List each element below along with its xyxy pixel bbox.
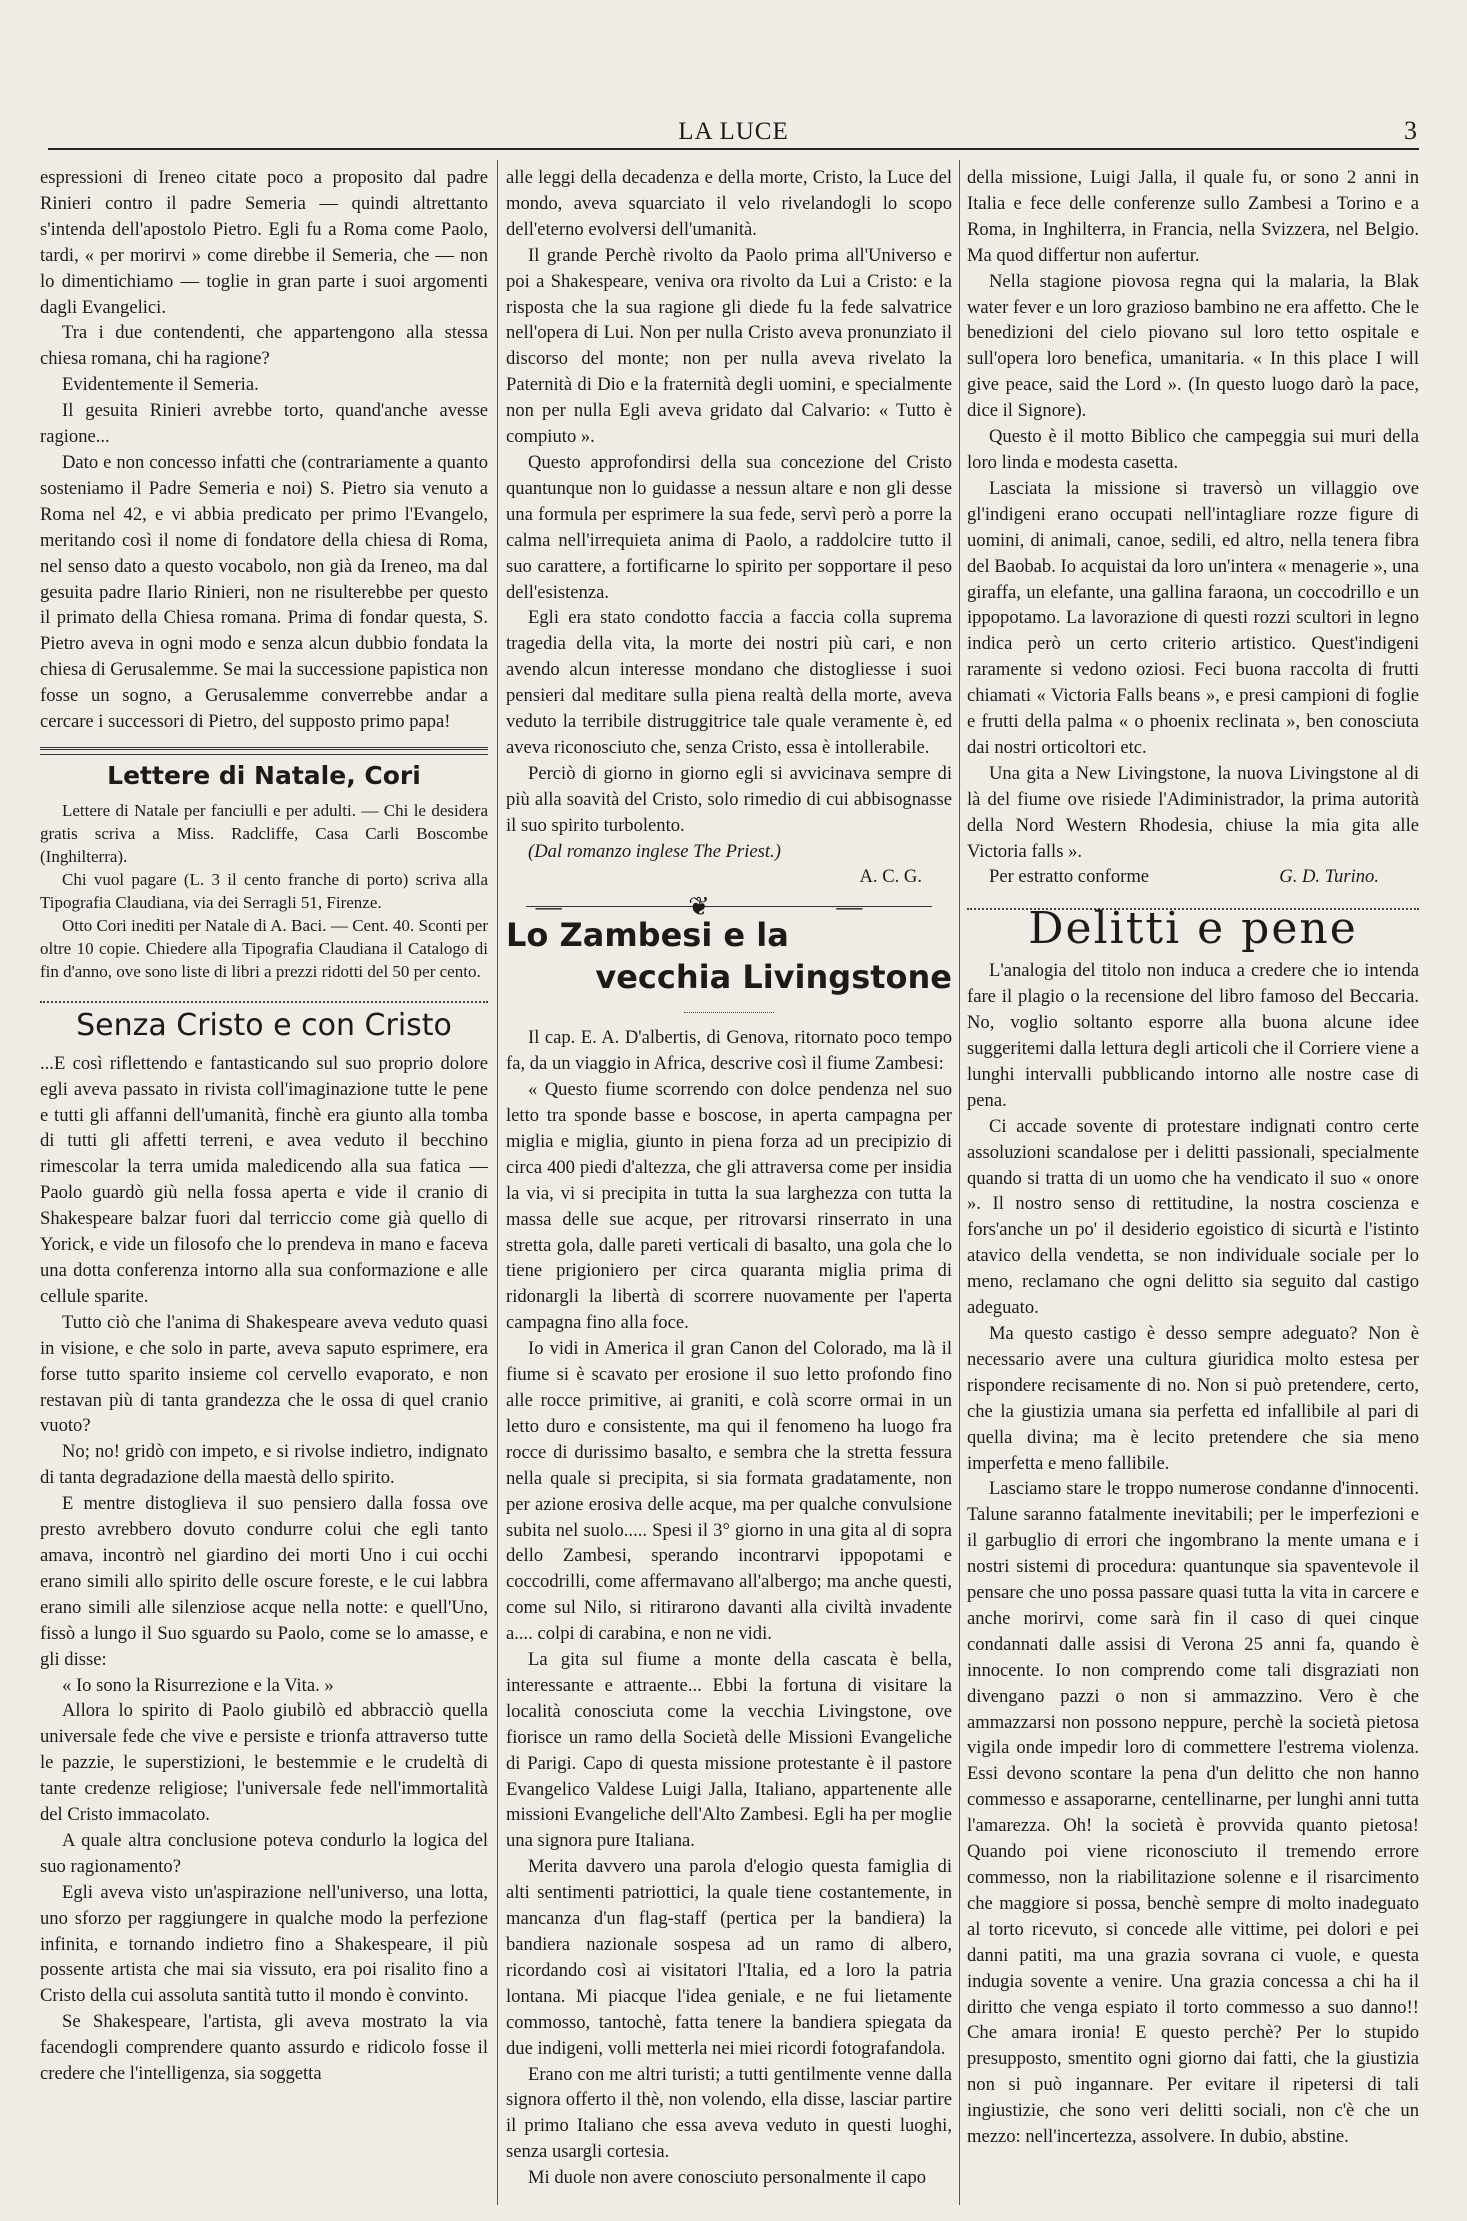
- paragraph: Io vidi in America il gran Canon del Colorado, ma là il fiume si è scavato per erosione il suo letto profondo fino alle rocce primitive, ai graniti, e colà scorre ormai in un letto duro e consistente, ma qui il fenomeno ha luogo fra rocce di durissimo basalto, e sembra che la stretta fessura nella quale si precipita, si sia formata gradatamente, non per azione erosiva delle acque, ma per qualche convulsione subita nel suolo..... Spesi il 3° giorno in una gita al di sopra dello Zambesi, sperando incontrarvi ippopotami e coccodrilli, come affermavano all'albergo; ma anche questi, come sul Nilo, si ritirarono davanti alla civiltà invadente a.... colpi di carabina, e non ne vidi.: [506, 1338, 952, 1645]
- paragraph: Mi duole non avere conosciuto personalmente il capo: [528, 2167, 927, 2189]
- paragraph: « Io sono la Risurrezione e la Vita. »: [62, 1674, 334, 1696]
- paragraph: Dato e non concesso infatti che (contrariamente a quanto sosteniamo il Padre Semeria e noi) S. Pietro sia venuto a Roma nel 42, e vi abbia predicato per primo l'Evangelo, meritando così il nome di fondatore della chiesa di Roma, nel senso dato a questo vocabolo, non già da Ireneo, ma dal gesuita padre Ilario Rinieri, non ne risulterebbe per questo il primato della Chiesa romana. Prima di fondar questa, S. Pietro aveva in ogni modo e senza alcun dubbio fondata la chiesa di Gerusalemme. Se mai la successione papistica non fosse un sogno, a Gerusalemme converrebbe andar a cercare i successori di Pietro, del supposto primo papa!: [40, 451, 488, 733]
- paragraph: Questo è il motto Biblico che campeggia sui muri della loro linda e modesta casetta.: [967, 426, 1419, 473]
- column-1: [40, 165, 488, 2205]
- paragraph: « Questo fiume scorrendo con dolce pendenza nel suo letto tra sponde basse e boscose, in aperta campagna per miglia e miglia, giunto in piena forza ad un precipizio di circa 400 piedi d'altezza, che gli attraversa come per insidia la via, vi si precipita in tutta la sua larghezza con tutta la massa delle sue acque, per ritrovarsi rinserrato in una stretta gola, dalle pareti verticali di basalto, una gola che lo tiene prigioniero per circa quaranta miglia prima di ridonargli la libertà di scorrere nuovamente per l'aperta campagna fino alla foce.: [506, 1079, 952, 1334]
- paragraph: A quale altra conclusione poteva condurlo la logica del suo ragionamento?: [40, 1829, 488, 1877]
- paragraph: espressioni di Ireneo citate poco a proposito dal padre Rinieri contro il padre Semeria — quindi altrettanto s'intenda dell'apostolo Pietro. Egli fu a Roma come Paolo, tardi, « per morirvi » come direbbe il Semeria, che — non lo dimentichiamo — toglie in gran parte i suoi argomenti dagli Evangelici.: [40, 167, 488, 318]
- paragraph: Tutto ciò che l'anima di Shakespeare aveva veduto quasi in visione, e che solo in parte, aveva saputo esprimere, era forse tutto sparito insieme col cervello evaporato, e non restavan più di tanta grandezza che le ossa di quel cranio vuoto?: [40, 1311, 488, 1437]
- paragraph: Il cap. E. A. D'albertis, di Genova, ritornato poco tempo fa, da un viaggio in Africa, descrive così il fiume Zambesi:: [506, 1027, 952, 1075]
- heading-delitti-e-pene: Delitti e pene: [1028, 903, 1358, 955]
- article-delitti-e-pene: [967, 958, 1419, 2150]
- paragraph: Ma questo castigo è desso sempre adeguato? Non è necessario avere una cultura giuridica molto estesa per rispondere recisamente di no. Non si può pretendere, certo, che la giustizia umana sia perfetta ed infallibile al pari di quella divina; ma è lecito pretendere che sia meno imperfetta e meno fallibile.: [967, 1322, 1419, 1474]
- paragraph: Merita davvero una parola d'elogio questa famiglia di alti sentimenti patriottici, la quale tiene costantemente, in mancanza d'un flag-staff (pertica per la bandiera) la bandiera nazionale sospesa ad un ramo di albero, ricordando così ai visitatori l'Italia, ed a loro la patria lontana. Mi piacque l'idea geniale, e ne fui lietamente commosso, tantochè, fatta tenere la bandiera spiegata da due indigeni, volli metterla nei miei ricordi fotografandola.: [506, 1856, 952, 2059]
- heading-zambesi: [506, 914, 952, 998]
- paragraph: alle leggi della decadenza e della morte, Cristo, la Luce del mondo, aveva squarciato il velo rivelandogli lo scopo dell'eterno evolversi dell'umanità.: [506, 167, 952, 240]
- paragraph: La gita sul fiume a monte della cascata è bella, interessante e attraente... Ebbi la fortuna di visitare la località conosciuta come la vecchia Livingstone, ove fiorisce un ramo della Società delle Missioni Evangeliche di Parigi. Capo di questa missione protestante è il pastore Evangelico Valdese Luigi Jalla, Italiano, appartenente alle missioni Evangeliche dell'Alto Zambesi. Egli ha per moglie una signora pure Italiana.: [506, 1649, 952, 1852]
- article-continuation-rinieri: [40, 165, 488, 735]
- notice-lettere: [40, 799, 488, 983]
- paragraph: Perciò di giorno in giorno egli si avvicinava sempre di più alla soavità del Cristo, solo rimedio di cui abbisognasse il suo spirito turbolento.: [506, 762, 952, 836]
- estratto-signature: [967, 864, 1419, 890]
- column-2: [506, 165, 952, 2205]
- paragraph: L'analogia del titolo non induca a credere che io intenda fare il plagio o la recensione del libro famoso del Beccaria. No, voglio soltanto esporre alla buona alcune idee suggeritemi dalla lettura degli articoli che il Corriere viene a lunghi intervalli pubblicando intorno alle nostre case di pena.: [967, 960, 1419, 1111]
- article-senza-cristo-continuation: [506, 165, 952, 890]
- wavy-underline: [684, 1008, 774, 1013]
- estratto-name: G. D. Turino.: [1279, 866, 1379, 888]
- paragraph: Allora lo spirito di Paolo giubilò ed abbracciò quella universale fede che vive e persiste e trionfa attraverso tutte le pazzie, le superstizioni, le bestemmie e le crudeltà di tante credenze religiose; l'universale fede nell'immortalità del Cristo immacolato.: [40, 1700, 488, 1826]
- paragraph: Lasciamo stare le troppo numerose condanne d'innocenti. Talune saranno fatalmente inevitabili; per le imperfezioni e il garbuglio di errori che ingombrano la mente umana e i nostri sistemi di procedura: quantunque sia spaventevole il pensare che uno possa passare quasi tutta la vita in carcere e anche morirvi, come sarà fin il caso di quei cinque condannati dalle assisi di Verona 25 anni fa, quando è innocente. Io non comprendo come tali disgraziati non divengano pazzi o non si ammazzino. Vero è che ammazzarsi non possono neppure, perchè la società pietosa vigila onde impedir loro di commettere l'estrema violenza. Essi devono scontare la pena d'un delitto che non hanno commesso e assaporarne, centellinarne, per lunghi anni tutta l'amarezza. Oh! la società è provvida quanto pietosa! Quando poi viene riconosciuto il tremendo errore commesso, non la riabilitazione solenne e il risarcimento che maggiore si possa, benchè sempre di molto inadeguato al torto ricevuto, si concede alle vittime, pei dolori e pei danni patiti, ma una grazia sovrana ci vuole, e questa indugia sovente a venire. Una grazia concessa a chi ha il diritto che venga espiato il torto commesso a suo danno!! Che amara ironia! E questo perchè? Per lo stupido presupposto, smentito ogni giorno dai fatti, che la giustizia non si può ingannare. Per evitare il ripetersi di tali ingiustizie, che sono veri delitti sociali, non c'è che un mezzo: nell'incertezza, assolvere. In dubio, abstine.: [967, 1478, 1419, 2148]
- column-divider: [959, 160, 960, 2205]
- paragraph: Evidentemente il Semeria.: [62, 374, 259, 396]
- paragraph: No; no! gridò con impeto, e si rivolse indietro, indignato di tanta degradazione della maestà dello spirito.: [40, 1441, 488, 1489]
- author-signature: A. C. G.: [859, 866, 922, 888]
- paragraph: Egli aveva visto un'aspirazione nell'universo, una lotta, uno sforzo per raggiungere in qualche modo la perfezione infinita, e tornando indietro fino a Shakespeare, il più possente artista che mai sia vissuto, era poi risalito fino a Cristo della cui assoluta santità tutto il mondo è convinto.: [40, 1881, 488, 2007]
- heading-line-1: Lo Zambesi e la: [506, 916, 789, 955]
- heading-line-2: vecchia Livingstone: [595, 958, 952, 997]
- newspaper-title: LA LUCE: [678, 118, 789, 145]
- article-senza-cristo: [40, 1051, 488, 2087]
- article-zambesi: [506, 1025, 952, 2191]
- paragraph: Il grande Perchè rivolto da Paolo prima all'Universo e poi a Shakespeare, veniva ora rivolto da Lui a Cristo: e la risposta che la sua ragione gli diede fu la fede salvatrice nell'opera di Lui. Non per nulla Cristo aveva pronunziato il discorso del monte; non per nulla aveva rivelato la Paternità di Dio e la fraternità degli uomini, e specialmente non per nulla Egli aveva gridato dal Calvario: « Tutto è compiuto ».: [506, 244, 952, 448]
- section-divider: [40, 747, 488, 755]
- page-header: [48, 112, 1419, 150]
- heading-senza-cristo: Senza Cristo e con Cristo: [76, 1007, 452, 1043]
- paragraph: Lettere di Natale per fanciulli e per adulti. — Chi le desidera gratis scriva a Miss. Radcliffe, Casa Carli Boscombe (Inghilterra).: [40, 800, 488, 866]
- paragraph: Questo approfondirsi della sua concezione del Cristo quantunque non lo guidasse a nessun altare e non gli desse una formula per esprimere la sua fede, servì però a porre la calma nell'irrequieta anima di Paolo, a raddolcire tutto il suo carattere, a fortificarne lo spirito per sopportare il peso dell'esistenza.: [506, 451, 952, 603]
- paragraph: Lasciata la missione si traversò un villaggio ove gl'indigeni erano occupati nell'intagliare rozze figure di uomini, di animali, canoe, sedili, ed altro, nella tenera fibra del Baobab. Io acquistai da loro un'intera « menagerie », una giraffa, un elefante, una gallina faraona, un coccodrillo e un ippopotamo. La lavorazione di questi rozzi scultori in legno indica però un certo criterio artistico. Quest'indigeni raramente si vedono oziosi. Feci buona raccolta di frutti chiamati « Victoria Falls beans », e presi campioni di foglie e frutti della palma « o phoenix reclinata », ben conosciuta dai nostri orticoltori etc.: [967, 477, 1419, 758]
- page-number: 3: [1404, 116, 1417, 145]
- paragraph: Chi vuol pagare (L. 3 il cento franche di porto) scriva alla Tipografia Claudiana, via dei Serragli 51, Firenze.: [40, 869, 488, 912]
- paragraph: Tra i due contendenti, che appartengono alla stessa chiesa romana, chi ha ragione?: [40, 322, 488, 370]
- paragraph: della missione, Luigi Jalla, il quale fu, or sono 2 anni in Italia e fece delle conferenze sullo Zambesi a Torino e a Roma, in Inghilterra, in Francia, nella Svizzera, nel Belgio. Ma quod differtur non aufertur.: [967, 167, 1419, 266]
- article-zambesi-continuation: [967, 165, 1419, 890]
- paragraph: Una gita a New Livingstone, la nuova Livingstone al di là del fiume ove risiede l'Adiministrador, la prima autorità della Nord Western Rhodesia, chiuse la mia gita alle Victoria falls ».: [967, 762, 1419, 862]
- paragraph: Il gesuita Rinieri avrebbe torto, quand'anche avesse ragione...: [40, 400, 488, 448]
- paragraph: ...E così riflettendo e fantasticando sul suo proprio dolore egli aveva passato in rivista coll'imaginazione tutte le pene e tutti gli affanni dell'umanità, finchè era giunto alla tomba di tutti gli affetti terreni, e avea veduto il becchino rimescolar la terra umida maledicendo alla sua fatica — Paolo guardò giù nella fossa aperta e vide il cranio di Shakespeare balzar fuori dal terriccio come già quello di Yorick, e vide un filosofo che lo prendeva in mano e faceva una dotta conferenza intorno alla sua conformazione e alle cellule sparite.: [40, 1052, 488, 1307]
- paragraph: Ci accade sovente di protestare indignati contro certe assoluzioni scandalose per i delitti passionali, specialmente quando si tratta di un uomo che ha vendicato il suo « onore ». Il nostro senso di rettitudine, la nostra coscienza e fors'anche un po' il desiderio egoistico di sicurtà e l'istinto atavico della vendetta, se non individuale sociale per lo meno, reclamano che ogni delitto sia seguito dal castigo adeguato.: [967, 1115, 1419, 1319]
- column-divider: [497, 160, 498, 2205]
- fleuron-ornament: — ❦ —: [535, 892, 923, 922]
- estratto-label: Per estratto conforme: [989, 866, 1150, 888]
- paragraph: Se Shakespeare, l'artista, gli aveva mostrato la via facendogli comprendere quanto assurdo e ridicolo fosse il credere che l'intelligenza, sia soggetta: [40, 2011, 488, 2085]
- paragraph: Nella stagione piovosa regna qui la malaria, la Blak water fever e un loro grazioso bambino ne era affetto. Che le benedizioni del cielo piovano sul loro tetto ospitale e sull'opera loro benefica, umanitaria. « In this place I will give peace, said the Lord ». (In questo luogo darò la pace, dice il Signore).: [967, 270, 1419, 422]
- paragraph: Otto Cori inediti per Natale di A. Baci. — Cent. 40. Sconti per oltre 10 copie. Chiedere alla Tipografia Claudiana il Catalogo di fin d'anno, ove sono liste di libri a prezzi ridotti del 50 per cento.: [40, 915, 488, 981]
- paragraph: E mentre distoglieva il suo pensiero dalla fossa ove presto avrebbero dovuto condurre colui che egli tanto amava, incontrò nel giardino dei morti Uno i cui occhi erano simili allo spirito delle oscure foreste, e le cui labbra erano simili alle silenziose acque nella notte: e quell'Uno, fissò a lungo il Suo sguardo su Paolo, come se lo amasse, e gli disse:: [40, 1493, 488, 1670]
- wavy-divider: [40, 993, 488, 1003]
- column-3: [967, 165, 1419, 2205]
- paragraph: Erano con me altri turisti; a tutti gentilmente venne dalla signora offerto il thè, non volendo, ella disse, lasciar partire il primo Italiano che essa aveva veduto in questi luoghi, senza usargli cortesia.: [506, 2063, 952, 2163]
- paragraph: Egli era stato condotto faccia a faccia colla suprema tragedia della vita, la morte dei nostri più cari, e non avendo alcun interesse mondano che distogliesse i suoi pensieri dal meditare sulla piena realtà della morte, aveva veduto la terribile distruggitrice tale quale veramente è, ed aveva riconosciuto che, senza Cristo, essa è intollerabile.: [506, 607, 952, 758]
- heading-lettere-di-natale: Lettere di Natale, Cori: [107, 760, 421, 790]
- source-note: (Dal romanzo inglese The Priest.): [528, 840, 781, 862]
